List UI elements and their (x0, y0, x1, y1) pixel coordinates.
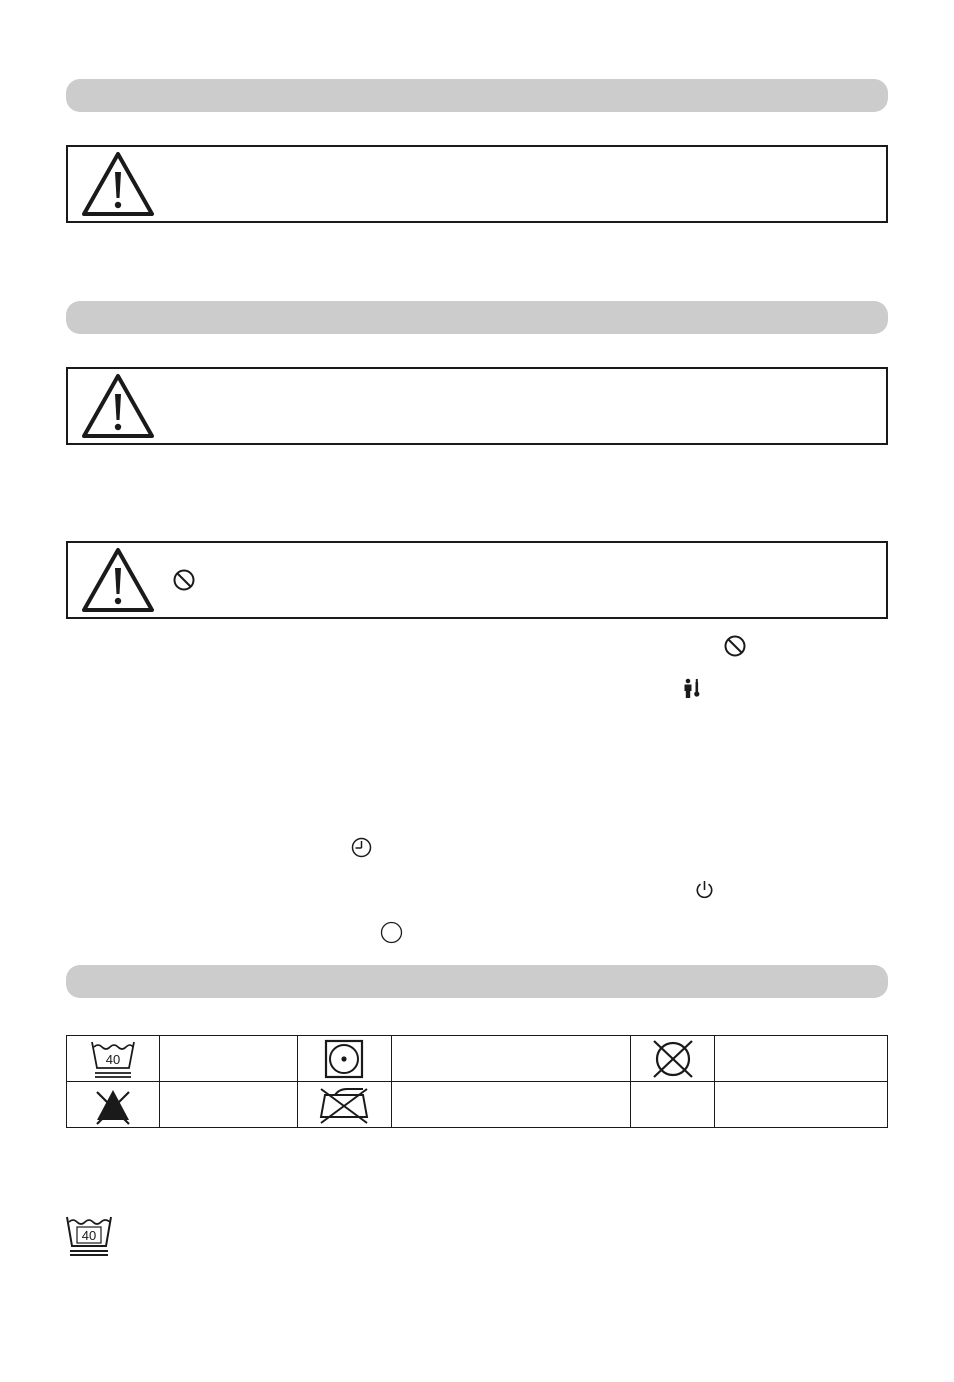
wash-40-icon (64, 1213, 114, 1259)
warning-box-1 (66, 145, 888, 223)
tumble-dry-icon (323, 1038, 365, 1080)
warning-triangle-icon (80, 546, 156, 614)
prohibited-icon (723, 634, 747, 658)
power-icon (694, 879, 715, 901)
section-bar-1 (66, 79, 888, 112)
table-cell-icon (631, 1082, 715, 1128)
wash-40-icon (89, 1038, 137, 1080)
care-symbols-table (66, 1035, 888, 1128)
warning-box-2 (66, 367, 888, 445)
table-cell-text (159, 1082, 297, 1128)
wash-temp-label: 40 (81, 1228, 97, 1243)
warning-triangle-icon (80, 150, 156, 218)
table-cell-icon (297, 1036, 391, 1082)
table-row (67, 1082, 888, 1128)
table-cell-icon (67, 1036, 160, 1082)
circle-icon (380, 921, 403, 944)
table-cell-icon (631, 1036, 715, 1082)
warning-box-3 (66, 541, 888, 619)
table-cell-icon (297, 1082, 391, 1128)
prohibited-icon (172, 568, 196, 592)
table-cell-text (159, 1036, 297, 1082)
table-cell-text (715, 1036, 888, 1082)
do-not-bleach-icon (91, 1084, 135, 1126)
section-bar-2 (66, 301, 888, 334)
do-not-dry-clean-icon (649, 1038, 697, 1080)
table-cell-text (391, 1082, 631, 1128)
service-person-icon (683, 678, 701, 700)
table-cell-text (391, 1036, 631, 1082)
wash-temp-label: 40 (105, 1051, 121, 1067)
do-not-iron-icon (315, 1085, 373, 1125)
warning-triangle-icon (80, 372, 156, 440)
table-cell-icon (67, 1082, 160, 1128)
timer-icon (351, 837, 372, 858)
table-cell-text (715, 1082, 888, 1128)
table-row (67, 1036, 888, 1082)
section-bar-3 (66, 965, 888, 998)
